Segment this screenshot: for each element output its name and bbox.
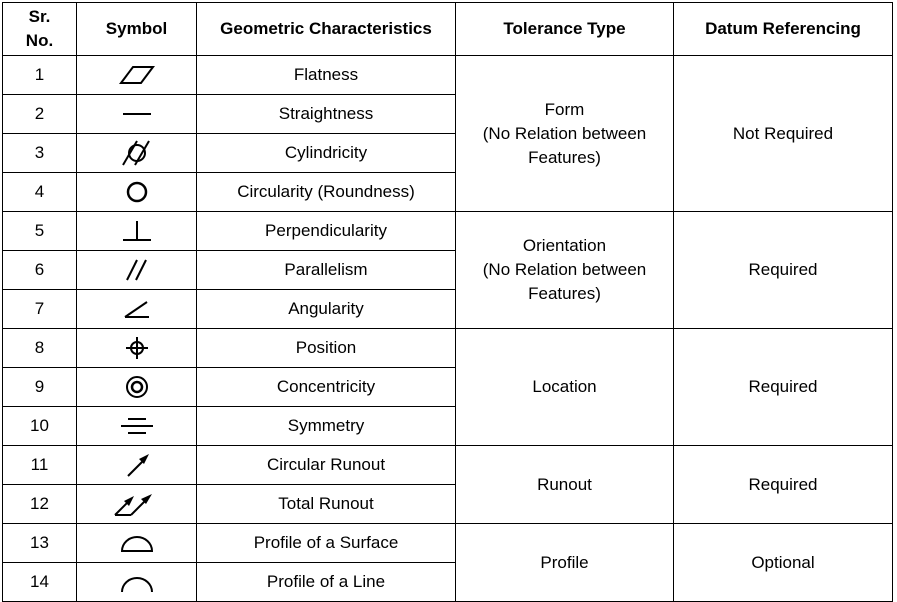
row-number: 3	[3, 134, 77, 173]
header-datum: Datum Referencing	[674, 3, 893, 56]
circular-runout-icon	[117, 451, 157, 479]
header-symbol: Symbol	[77, 3, 197, 56]
characteristic-cell: Circularity (Roundness)	[197, 173, 456, 212]
symbol-cell	[77, 446, 197, 485]
position-icon	[117, 334, 157, 362]
characteristic-cell: Circular Runout	[197, 446, 456, 485]
row-number: 2	[3, 95, 77, 134]
characteristic-cell: Concentricity	[197, 368, 456, 407]
characteristic-cell: Straightness	[197, 95, 456, 134]
characteristic-cell: Profile of a Surface	[197, 524, 456, 563]
symbol-cell	[77, 368, 197, 407]
header-characteristic: Geometric Characteristics	[197, 3, 456, 56]
total-runout-icon	[112, 490, 162, 518]
datum-cell: Not Required	[674, 56, 893, 212]
characteristic-cell: Total Runout	[197, 485, 456, 524]
table-row	[3, 212, 893, 251]
table-row	[3, 56, 893, 95]
circularity-icon	[117, 179, 157, 205]
characteristic-cell: Profile of a Line	[197, 563, 456, 602]
row-number: 12	[3, 485, 77, 524]
straightness-icon	[117, 101, 157, 127]
tolerance-type-cell: Location	[456, 329, 674, 446]
symbol-cell	[77, 563, 197, 602]
symbol-cell	[77, 134, 197, 173]
datum-cell: Optional	[674, 524, 893, 602]
row-number: 9	[3, 368, 77, 407]
perpendicularity-icon	[117, 218, 157, 244]
flatness-icon	[117, 62, 157, 88]
symbol-cell	[77, 251, 197, 290]
row-number: 10	[3, 407, 77, 446]
header-tolerance-type: Tolerance Type	[456, 3, 674, 56]
table-row	[3, 329, 893, 368]
symbol-cell	[77, 524, 197, 563]
symbol-cell	[77, 290, 197, 329]
concentricity-icon	[117, 374, 157, 400]
row-number: 8	[3, 329, 77, 368]
header-sr-no: Sr. No.	[3, 3, 77, 56]
table-row	[3, 524, 893, 563]
row-number: 5	[3, 212, 77, 251]
characteristic-cell: Symmetry	[197, 407, 456, 446]
symbol-cell	[77, 173, 197, 212]
datum-cell: Required	[674, 212, 893, 329]
row-number: 14	[3, 563, 77, 602]
row-number: 6	[3, 251, 77, 290]
datum-cell: Required	[674, 446, 893, 524]
characteristic-cell: Cylindricity	[197, 134, 456, 173]
characteristic-cell: Flatness	[197, 56, 456, 95]
symbol-cell	[77, 329, 197, 368]
profile-of-surface-icon	[117, 530, 157, 556]
symbol-cell	[77, 56, 197, 95]
row-number: 13	[3, 524, 77, 563]
gdt-symbols-table	[2, 2, 893, 602]
row-number: 7	[3, 290, 77, 329]
header-row	[3, 3, 893, 56]
symmetry-icon	[117, 413, 157, 439]
tolerance-type-cell: Profile	[456, 524, 674, 602]
tolerance-type-cell: Form (No Relation between Features)	[456, 56, 674, 212]
table-row	[3, 446, 893, 485]
cylindricity-icon	[117, 138, 157, 168]
symbol-cell	[77, 485, 197, 524]
characteristic-cell: Parallelism	[197, 251, 456, 290]
parallelism-icon	[117, 257, 157, 283]
symbol-cell	[77, 212, 197, 251]
row-number: 11	[3, 446, 77, 485]
profile-of-line-icon	[117, 569, 157, 595]
characteristic-cell: Position	[197, 329, 456, 368]
symbol-cell	[77, 407, 197, 446]
symbol-cell	[77, 95, 197, 134]
row-number: 1	[3, 56, 77, 95]
characteristic-cell: Angularity	[197, 290, 456, 329]
tolerance-type-cell: Runout	[456, 446, 674, 524]
tolerance-type-cell: Orientation (No Relation between Features)	[456, 212, 674, 329]
angularity-icon	[117, 296, 157, 322]
datum-cell: Required	[674, 329, 893, 446]
row-number: 4	[3, 173, 77, 212]
characteristic-cell: Perpendicularity	[197, 212, 456, 251]
